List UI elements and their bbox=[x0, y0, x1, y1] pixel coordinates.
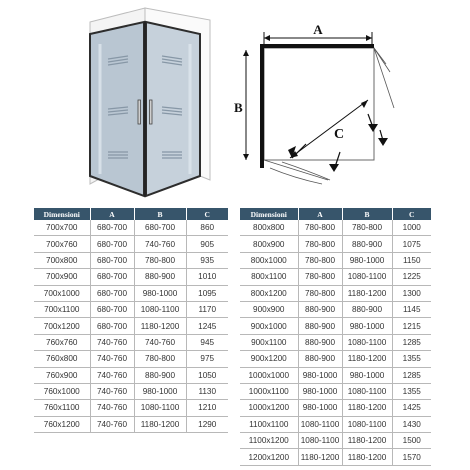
cell-a: 780-800 bbox=[298, 236, 342, 252]
cell-c: 1355 bbox=[392, 383, 431, 399]
table-row bbox=[34, 416, 228, 432]
cell-b: 980-1000 bbox=[134, 383, 186, 399]
cell-b: 780-800 bbox=[134, 351, 186, 367]
cell-a: 780-800 bbox=[298, 220, 342, 236]
cell-c: 1210 bbox=[186, 400, 228, 416]
cell-dimension: 700x760 bbox=[34, 236, 90, 252]
table-row bbox=[240, 449, 431, 465]
cell-dimension: 800x800 bbox=[240, 220, 298, 236]
cell-c: 1570 bbox=[392, 449, 431, 465]
cell-b: 1180-1200 bbox=[134, 318, 186, 334]
header-b: B bbox=[342, 208, 392, 220]
table-row bbox=[240, 367, 431, 383]
dimension-diagram bbox=[230, 20, 466, 188]
cell-a: 680-700 bbox=[90, 220, 134, 236]
cell-b: 980-1000 bbox=[342, 318, 392, 334]
cell-dimension: 700x800 bbox=[34, 252, 90, 268]
cell-b: 1180-1200 bbox=[134, 416, 186, 432]
cell-c: 1425 bbox=[392, 400, 431, 416]
cell-b: 880-900 bbox=[134, 269, 186, 285]
table-header-row bbox=[240, 208, 431, 220]
table-row bbox=[240, 416, 431, 432]
cell-c: 1050 bbox=[186, 367, 228, 383]
cell-b: 780-800 bbox=[342, 220, 392, 236]
cell-c: 1300 bbox=[392, 285, 431, 301]
header-c: C bbox=[186, 208, 228, 220]
cell-a: 680-700 bbox=[90, 301, 134, 317]
table-row bbox=[34, 383, 228, 399]
table-row bbox=[34, 367, 228, 383]
cell-dimension: 1000x1000 bbox=[240, 367, 298, 383]
table-row bbox=[240, 400, 431, 416]
cell-dimension: 900x1200 bbox=[240, 351, 298, 367]
cell-b: 1080-1100 bbox=[342, 269, 392, 285]
dimension-b-label: B bbox=[234, 100, 243, 115]
cell-c: 1245 bbox=[186, 318, 228, 334]
cell-dimension: 700x900 bbox=[34, 269, 90, 285]
header-a: A bbox=[90, 208, 134, 220]
cell-b: 880-900 bbox=[134, 367, 186, 383]
table-row bbox=[240, 236, 431, 252]
table-row bbox=[34, 236, 228, 252]
cell-a: 980-1000 bbox=[298, 400, 342, 416]
cell-dimension: 800x1100 bbox=[240, 269, 298, 285]
dimension-a-label: A bbox=[313, 22, 323, 37]
cell-b: 980-1000 bbox=[342, 367, 392, 383]
table-row bbox=[34, 301, 228, 317]
cell-b: 1180-1200 bbox=[342, 400, 392, 416]
cell-c: 1355 bbox=[392, 351, 431, 367]
cell-a: 740-760 bbox=[90, 400, 134, 416]
cell-a: 1080-1100 bbox=[298, 433, 342, 449]
cell-c: 1130 bbox=[186, 383, 228, 399]
cell-c: 1095 bbox=[186, 285, 228, 301]
cell-b: 740-760 bbox=[134, 236, 186, 252]
cell-b: 740-760 bbox=[134, 334, 186, 350]
table-row bbox=[34, 334, 228, 350]
cell-c: 945 bbox=[186, 334, 228, 350]
cell-a: 680-700 bbox=[90, 252, 134, 268]
cell-a: 780-800 bbox=[298, 285, 342, 301]
cell-a: 680-700 bbox=[90, 318, 134, 334]
cell-a: 780-800 bbox=[298, 269, 342, 285]
cell-b: 680-700 bbox=[134, 220, 186, 236]
header-c: C bbox=[392, 208, 431, 220]
table-row bbox=[240, 301, 431, 317]
cell-dimension: 760x1100 bbox=[34, 400, 90, 416]
cell-dimension: 1000x1200 bbox=[240, 400, 298, 416]
cell-c: 1430 bbox=[392, 416, 431, 432]
cell-a: 1180-1200 bbox=[298, 449, 342, 465]
cell-a: 740-760 bbox=[90, 383, 134, 399]
table-row bbox=[34, 269, 228, 285]
shower-enclosure-illustration bbox=[60, 4, 220, 200]
table-row bbox=[240, 269, 431, 285]
cell-a: 1080-1100 bbox=[298, 416, 342, 432]
cell-c: 1290 bbox=[186, 416, 228, 432]
cell-c: 1000 bbox=[392, 220, 431, 236]
cell-a: 680-700 bbox=[90, 285, 134, 301]
cell-b: 1180-1200 bbox=[342, 351, 392, 367]
table-row bbox=[240, 252, 431, 268]
table-row bbox=[34, 318, 228, 334]
table-row bbox=[240, 285, 431, 301]
cell-dimension: 800x1200 bbox=[240, 285, 298, 301]
cell-b: 1080-1100 bbox=[342, 416, 392, 432]
cell-dimension: 900x1000 bbox=[240, 318, 298, 334]
cell-c: 1285 bbox=[392, 367, 431, 383]
cell-dimension: 1100x1100 bbox=[240, 416, 298, 432]
header-a: A bbox=[298, 208, 342, 220]
cell-a: 680-700 bbox=[90, 236, 134, 252]
cell-b: 1080-1100 bbox=[342, 383, 392, 399]
cell-c: 1010 bbox=[186, 269, 228, 285]
dimensions-table-left bbox=[34, 208, 228, 433]
cell-a: 740-760 bbox=[90, 416, 134, 432]
cell-dimension: 700x1000 bbox=[34, 285, 90, 301]
cell-b: 880-900 bbox=[342, 301, 392, 317]
cell-a: 680-700 bbox=[90, 269, 134, 285]
cell-dimension: 1200x1200 bbox=[240, 449, 298, 465]
cell-dimension: 760x1000 bbox=[34, 383, 90, 399]
table-header-row bbox=[34, 208, 228, 220]
cell-c: 905 bbox=[186, 236, 228, 252]
cell-c: 1145 bbox=[392, 301, 431, 317]
cell-c: 1225 bbox=[392, 269, 431, 285]
cell-b: 1180-1200 bbox=[342, 433, 392, 449]
cell-dimension: 700x700 bbox=[34, 220, 90, 236]
cell-a: 880-900 bbox=[298, 301, 342, 317]
cell-b: 1180-1200 bbox=[342, 449, 392, 465]
cell-a: 740-760 bbox=[90, 351, 134, 367]
table-row bbox=[34, 285, 228, 301]
cell-dimension: 900x900 bbox=[240, 301, 298, 317]
table-row bbox=[34, 220, 228, 236]
cell-a: 880-900 bbox=[298, 334, 342, 350]
cell-b: 1080-1100 bbox=[342, 334, 392, 350]
table-row bbox=[240, 318, 431, 334]
cell-dimension: 760x900 bbox=[34, 367, 90, 383]
cell-a: 980-1000 bbox=[298, 383, 342, 399]
cell-b: 980-1000 bbox=[342, 252, 392, 268]
table-row bbox=[240, 433, 431, 449]
table-row bbox=[34, 252, 228, 268]
dimension-c-label: C bbox=[334, 127, 345, 142]
cell-b: 1080-1100 bbox=[134, 400, 186, 416]
cell-dimension: 760x760 bbox=[34, 334, 90, 350]
cell-c: 1170 bbox=[186, 301, 228, 317]
cell-dimension: 700x1200 bbox=[34, 318, 90, 334]
header-b: B bbox=[134, 208, 186, 220]
cell-c: 975 bbox=[186, 351, 228, 367]
header-dimensioni: Dimensioni bbox=[34, 208, 90, 220]
cell-a: 880-900 bbox=[298, 351, 342, 367]
cell-b: 980-1000 bbox=[134, 285, 186, 301]
table-row bbox=[34, 400, 228, 416]
table-row bbox=[240, 220, 431, 236]
cell-c: 1285 bbox=[392, 334, 431, 350]
table-row bbox=[34, 351, 228, 367]
cell-c: 1150 bbox=[392, 252, 431, 268]
cell-dimension: 800x900 bbox=[240, 236, 298, 252]
header-dimensioni: Dimensioni bbox=[240, 208, 298, 220]
cell-a: 740-760 bbox=[90, 367, 134, 383]
cell-c: 1500 bbox=[392, 433, 431, 449]
table-row bbox=[240, 383, 431, 399]
table-row bbox=[240, 351, 431, 367]
cell-a: 980-1000 bbox=[298, 367, 342, 383]
cell-dimension: 700x1100 bbox=[34, 301, 90, 317]
dimensions-table-right bbox=[240, 208, 431, 466]
cell-b: 780-800 bbox=[134, 252, 186, 268]
cell-c: 1215 bbox=[392, 318, 431, 334]
cell-a: 880-900 bbox=[298, 318, 342, 334]
table-row bbox=[240, 334, 431, 350]
cell-dimension: 1100x1200 bbox=[240, 433, 298, 449]
cell-dimension: 900x1100 bbox=[240, 334, 298, 350]
cell-c: 860 bbox=[186, 220, 228, 236]
cell-c: 935 bbox=[186, 252, 228, 268]
cell-dimension: 1000x1100 bbox=[240, 383, 298, 399]
cell-b: 880-900 bbox=[342, 236, 392, 252]
cell-b: 1180-1200 bbox=[342, 285, 392, 301]
cell-a: 740-760 bbox=[90, 334, 134, 350]
cell-dimension: 760x800 bbox=[34, 351, 90, 367]
cell-c: 1075 bbox=[392, 236, 431, 252]
cell-a: 780-800 bbox=[298, 252, 342, 268]
cell-dimension: 760x1200 bbox=[34, 416, 90, 432]
cell-dimension: 800x1000 bbox=[240, 252, 298, 268]
cell-b: 1080-1100 bbox=[134, 301, 186, 317]
